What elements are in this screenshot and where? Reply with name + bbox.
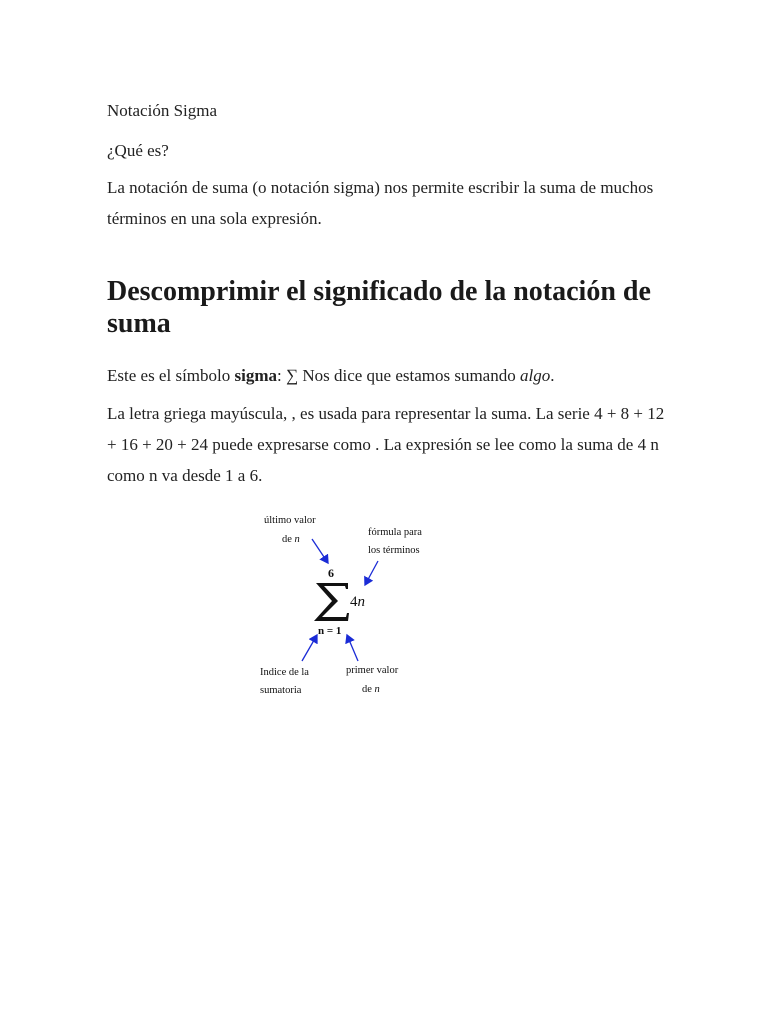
- lower-limit: n = 1: [318, 625, 342, 637]
- label-formula-1: fórmula para: [368, 527, 422, 538]
- label-index-2: sumatoria: [260, 685, 302, 696]
- sigma-prefix: Este es el símbolo: [107, 366, 235, 385]
- arrow-last-value: [312, 539, 328, 563]
- label-last-value-2-text: de: [282, 534, 295, 545]
- arrow-formula: [365, 561, 378, 585]
- label-last-value-2: de n: [282, 534, 300, 545]
- label-last-value-1: último valor: [264, 515, 316, 526]
- label-formula-2: los términos: [368, 545, 420, 556]
- label-first-value-2: de n: [362, 684, 380, 695]
- section-heading: Descomprimir el significado de la notación de suma: [107, 276, 651, 339]
- sigma-diagram: [250, 505, 450, 705]
- doc-title: Notación Sigma: [107, 101, 218, 120]
- sigma-paragraph: [107, 360, 667, 391]
- sigma-suffix: .: [550, 366, 555, 385]
- label-index-1: Indice de la: [260, 667, 309, 678]
- sigma-middle: : ∑ Nos dice que estamos sumando: [276, 366, 520, 385]
- doc-question: ¿Qué es?: [107, 141, 169, 160]
- term-var: n: [357, 594, 365, 610]
- series-paragraph: La letra griega mayúscula, , es usada para representar la suma. La serie 4 + 8 + 12 + 16 + 20 + 24 puede expresarse como . La expresión se lee como la suma de 4 n como n va desde 1 a 6.: [107, 404, 665, 485]
- intro-paragraph: La notación de suma (o notación sigma) nos permite escribir la suma de muchos términos en una sola expresión.: [107, 178, 654, 228]
- sigma-symbol: [314, 583, 349, 621]
- label-first-value-1: primer valor: [346, 665, 399, 676]
- term-coef: 4: [350, 594, 358, 610]
- arrow-index: [302, 635, 317, 661]
- sigma-italic: algo: [519, 366, 551, 385]
- arrow-first-value: [347, 635, 358, 661]
- upper-limit: 6: [328, 566, 334, 580]
- sigma-diagram-svg: [250, 505, 450, 705]
- sigma-bold: sigma: [234, 366, 277, 385]
- term: [350, 594, 365, 610]
